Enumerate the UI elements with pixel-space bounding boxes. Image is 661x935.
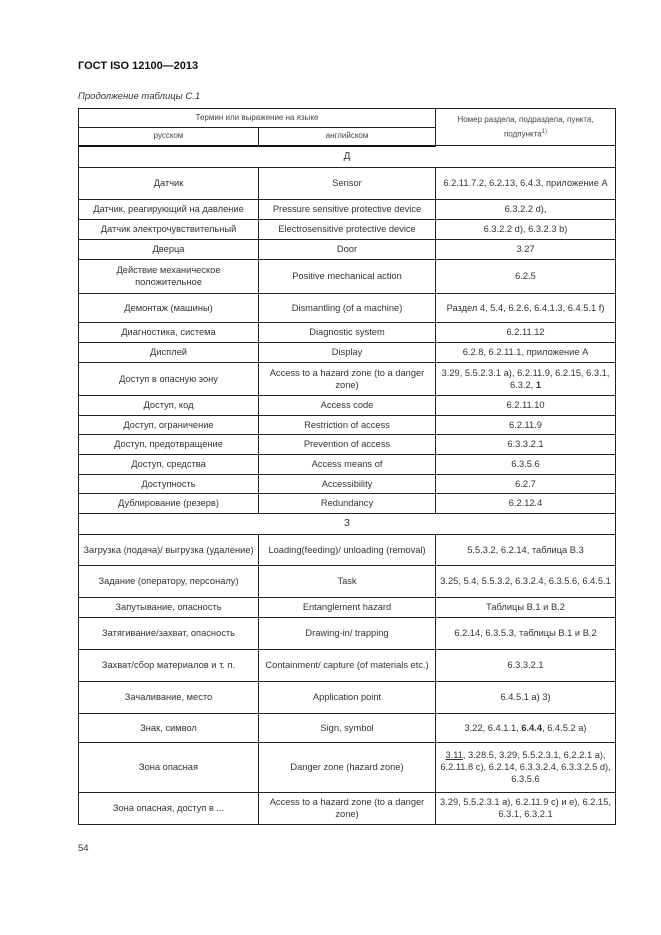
reference-bold: 1 — [535, 379, 542, 390]
term-english: Sensor — [259, 167, 436, 199]
table-row — [79, 534, 616, 565]
term-russian: Дублирование (резерв) — [79, 493, 259, 513]
term-english: Entanglement hazard — [259, 597, 436, 617]
term-reference — [436, 474, 616, 493]
term-russian: Задание (оператору, персоналу) — [79, 565, 259, 597]
term-english: Access to a hazard zone (to a danger zone) — [259, 792, 436, 824]
page-number: 54 — [78, 843, 89, 854]
term-russian: Захват/сбор материалов и т. п. — [79, 649, 259, 681]
table-row — [79, 322, 616, 342]
table-row — [79, 342, 616, 362]
reference-bold: 6.4.4 — [521, 722, 543, 733]
table-row — [79, 597, 616, 617]
term-english: Diagnostic system — [259, 322, 436, 342]
term-english: Prevention of access — [259, 434, 436, 454]
term-russian: Зона опасная, доступ в ... — [79, 792, 259, 824]
term-reference — [436, 362, 616, 395]
reference-text: 6.2.11.7.2, 6.2.13, 6.4.3, приложение А — [443, 178, 608, 188]
reference-text: 3.29, 5.5.2.3.1 a), 6.2.11.9 c) и e), 6.2.15, 6.3.1, 6.3.2.1 — [440, 797, 611, 819]
reference-text: 5.5.3.2, 6.2.14, таблица В.3 — [467, 544, 584, 555]
section-letter: Д — [79, 146, 616, 168]
term-english: Task — [259, 565, 436, 597]
section-header-row — [79, 513, 616, 534]
term-english: Drawing-in/ trapping — [259, 617, 436, 649]
table-row — [79, 742, 616, 792]
term-reference — [436, 167, 616, 199]
reference-text: Таблицы В.1 и В.2 — [486, 602, 565, 612]
reference-text: 6.2.11.12 — [506, 327, 545, 337]
term-russian: Доступность — [79, 474, 259, 493]
reference-column-header — [436, 109, 616, 146]
term-english: Loading(feeding)/ unloading (removal) — [259, 534, 436, 565]
reference-text: 3.25, 5.4, 5.5.3.2, 6.3.2.4, 6.3.5.6, 6.4.5.1 — [440, 576, 611, 586]
terms-table — [78, 108, 616, 825]
reference-text: 6.2.11.9 — [509, 419, 542, 430]
term-reference — [436, 742, 616, 792]
table-row — [79, 792, 616, 824]
document-title: ГОСТ ISO 12100—2013 — [78, 60, 199, 72]
reference-text: 6.2.12.4 — [508, 498, 543, 508]
table-row — [79, 395, 616, 415]
term-english: Redundancy — [259, 493, 436, 513]
term-reference — [436, 713, 616, 742]
reference-text: 6.2.7 — [515, 478, 536, 489]
term-reference — [436, 597, 616, 617]
reference-text: Раздел 4, 5.4, 6.2.6, 6.4.1.3, 6.4.5.1 f) — [446, 302, 605, 313]
reference-text: 3.22, 6.4.1.1, — [464, 722, 522, 733]
reference-text: 6.3.3.2.1 — [507, 439, 544, 449]
term-russian: Зона опасная — [79, 742, 259, 792]
term-english: Accessibility — [259, 474, 436, 493]
table-row — [79, 649, 616, 681]
term-reference — [436, 219, 616, 239]
table-row — [79, 474, 616, 493]
reference-text: 6.2.5 — [515, 271, 536, 281]
table-row — [79, 493, 616, 513]
term-reference — [436, 239, 616, 259]
term-english: Access code — [259, 395, 436, 415]
term-russian: Действие механическое положительное — [79, 259, 259, 293]
reference-text: 6.2.14, 6.3.5.3, таблицы В.1 и В.2 — [454, 628, 597, 638]
russian-column-header: русском — [79, 128, 259, 146]
table-row — [79, 219, 616, 239]
term-english: Danger zone (hazard zone) — [259, 742, 436, 792]
term-english: Containment/ capture (of materials etc.) — [259, 649, 436, 681]
term-reference — [436, 395, 616, 415]
term-russian: Доступ, ограничение — [79, 415, 259, 434]
term-russian: Датчик электрочувствительный — [79, 219, 259, 239]
english-column-header: английском — [259, 128, 436, 146]
reference-text: 6.4.5.1 a) 3) — [500, 692, 551, 702]
term-reference — [436, 493, 616, 513]
term-reference — [436, 534, 616, 565]
term-russian: Доступ, предотвращение — [79, 434, 259, 454]
term-english: Dismantling (of a machine) — [259, 293, 436, 322]
term-english: Restriction of access — [259, 415, 436, 434]
term-reference — [436, 792, 616, 824]
reference-text: 3.27 — [516, 244, 535, 254]
terms-table-body — [79, 146, 616, 825]
reference-primary: 3.11 — [445, 750, 463, 760]
term-russian: Дверца — [79, 239, 259, 259]
term-russian: Датчик — [79, 167, 259, 199]
term-reference — [436, 617, 616, 649]
term-russian: Доступ, средства — [79, 454, 259, 474]
term-russian: Доступ, код — [79, 395, 259, 415]
term-russian: Зачаливание, место — [79, 681, 259, 713]
table-row — [79, 415, 616, 434]
term-english: Sign, symbol — [259, 713, 436, 742]
table-row — [79, 293, 616, 322]
table-row — [79, 239, 616, 259]
term-english: Electrosensitive protective device — [259, 219, 436, 239]
term-group-header: Термин или выражение на языке — [79, 109, 436, 128]
table-row — [79, 259, 616, 293]
reference-text: , 6.4.5.2 a) — [542, 722, 587, 733]
term-reference — [436, 649, 616, 681]
table-row — [79, 434, 616, 454]
term-reference — [436, 322, 616, 342]
table-row — [79, 454, 616, 474]
term-russian: Дисплей — [79, 342, 259, 362]
section-letter: З — [79, 513, 616, 534]
term-reference — [436, 199, 616, 219]
reference-text: , 3.28.5, 3.29, 5.5.2.3.1, 6.2.2.1 a), 6.2.11.8 c), 6.2.14, 6.3.3.2.4, 6.3.3.2.5 d), 6.3.5.6 — [440, 750, 611, 784]
reference-text: 6.3.2.2 d), 6.3.2.3 b) — [483, 224, 568, 234]
term-english: Pressure sensitive protective device — [259, 199, 436, 219]
term-english: Access to a hazard zone (to a danger zone) — [259, 362, 436, 395]
term-english: Display — [259, 342, 436, 362]
term-russian: Знак, символ — [79, 713, 259, 742]
term-russian: Запутывание, опасность — [79, 597, 259, 617]
reference-text: 3.29, 5.5.2.3.1 a), 6.2.11.9, 6.2.15, 6.3.1, 6.3.2, — [441, 367, 610, 390]
term-russian: Доступ в опасную зону — [79, 362, 259, 395]
term-english: Door — [259, 239, 436, 259]
term-reference — [436, 415, 616, 434]
term-reference — [436, 681, 616, 713]
table-row — [79, 167, 616, 199]
term-reference — [436, 565, 616, 597]
term-russian: Затягивание/захват, опасность — [79, 617, 259, 649]
term-english: Positive mechanical action — [259, 259, 436, 293]
table-row — [79, 199, 616, 219]
reference-column-header-text: Номер раздела, подраздела, пункта, подпункта — [457, 114, 594, 139]
table-row — [79, 617, 616, 649]
table-row — [79, 681, 616, 713]
term-reference — [436, 293, 616, 322]
term-russian: Демонтаж (машины) — [79, 293, 259, 322]
table-caption: Продолжение таблицы С.1 — [78, 91, 201, 102]
term-reference — [436, 454, 616, 474]
reference-text: 6.2.8, 6.2.11.1, приложение А — [462, 347, 589, 357]
footnote-marker: 1) — [541, 128, 547, 135]
section-header-row — [79, 146, 616, 168]
table-row — [79, 565, 616, 597]
table-row — [79, 362, 616, 395]
term-reference — [436, 434, 616, 454]
reference-text: 6.3.5.6 — [511, 459, 540, 469]
term-russian: Диагностика, система — [79, 322, 259, 342]
term-reference — [436, 342, 616, 362]
table-row — [79, 713, 616, 742]
term-english: Application point — [259, 681, 436, 713]
term-reference — [436, 259, 616, 293]
reference-text: 6.2.11.10 — [506, 400, 545, 410]
term-russian: Загрузка (подача)/ выгрузка (удаление) — [79, 534, 259, 565]
term-russian: Датчик, реагирующий на давление — [79, 199, 259, 219]
term-english: Access means of — [259, 454, 436, 474]
reference-text: 6.3.2.2 d), — [504, 204, 547, 214]
reference-text: 6.3.3.2.1 — [507, 660, 544, 670]
